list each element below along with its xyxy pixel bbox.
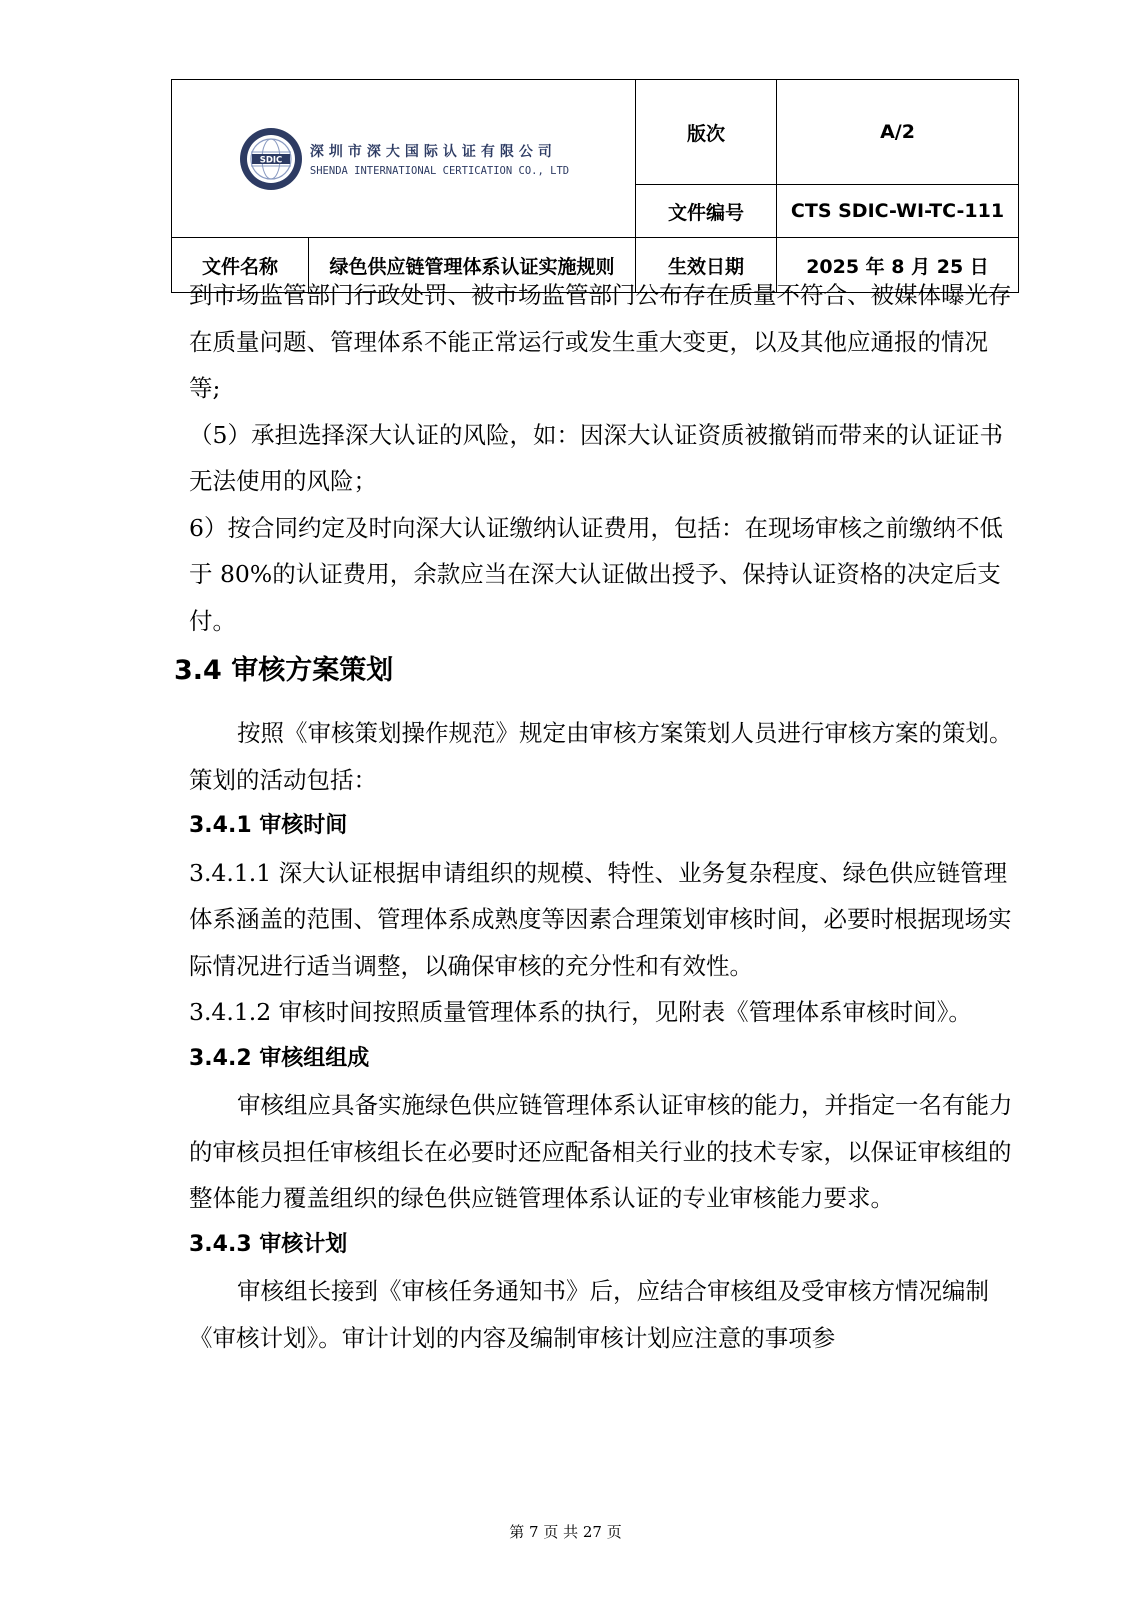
company-name-en: SHENDA INTERNATIONAL CERTICATION CO., LTD	[309, 164, 570, 177]
company-logo	[172, 126, 635, 192]
section-heading-3-4: 3.4 审核方案策划	[174, 655, 394, 686]
paragraph-audit-team: 审核组应具备实施绿色供应链管理体系认证审核的能力，并指定一名有能力的审核员担任审核组长在必要时还应配备相关行业的技术专家，以保证审核组的整体能力覆盖组织的绿色供应链管理体系认证的专业审核能力要求。	[189, 1091, 1013, 1212]
version-label: 版次	[636, 80, 777, 185]
doc-name-value: 绿色供应链管理体系认证实施规则	[309, 238, 636, 293]
effective-date-label: 生效日期	[636, 238, 777, 293]
document-header-table	[171, 79, 1019, 293]
subsection-heading-3-4-1: 3.4.1 审核时间	[189, 813, 348, 838]
doc-name-label: 文件名称	[172, 238, 309, 293]
paragraph-audit-plan: 审核组长接到《审核任务通知书》后，应结合审核组及受审核方情况编制《审核计划》。审计计划的内容及编制审核计划应注意的事项参	[189, 1277, 989, 1352]
paragraph-fee-obligation: 6）按合同约定及时向深大认证缴纳认证费用，包括：在现场审核之前缴纳不低于 80%的认证费用，余款应当在深大认证做出授予、保持认证资格的决定后支付。	[189, 513, 1003, 635]
paragraph-3-4-1-1: 3.4.1.1 深大认证根据申请组织的规模、特性、业务复杂程度、绿色供应链管理体系涵盖的范围、管理体系成熟度等因素合理策划审核时间，必要时根据现场实际情况进行适当调整，以确保审核的充分性和有效性。	[189, 858, 1012, 980]
document-body	[174, 272, 1019, 1361]
paragraph-risk-obligation: （5）承担选择深大认证的风险，如：因深大认证资质被撤销而带来的认证证书无法使用的风险；	[189, 420, 1003, 495]
effective-date-value: 2025 年 8 月 25 日	[777, 238, 1019, 293]
doc-number-label: 文件编号	[636, 185, 777, 238]
paragraph-audit-planning: 按照《审核策划操作规范》规定由审核方案策划人员进行审核方案的策划。策划的活动包括：	[189, 719, 1013, 794]
version-value: A/2	[777, 80, 1019, 185]
paragraph-obligations-continued: 到市场监管部门行政处罚、被市场监管部门公布存在质量不符合、被媒体曝光存在质量问题、管理体系不能正常运行或发生重大变更，以及其他应通报的情况等;	[189, 281, 1012, 402]
subsection-heading-3-4-2: 3.4.2 审核组组成	[189, 1045, 370, 1071]
company-seal-icon	[238, 126, 304, 192]
company-name-cn: 深圳市深大国际认证有限公司	[309, 143, 557, 160]
page-number: 第 7 页 共 27 页	[509, 1523, 622, 1541]
subsection-heading-3-4-3: 3.4.3 审核计划	[189, 1231, 348, 1257]
paragraph-3-4-1-2: 3.4.1.2 审核时间按照质量管理体系的执行，见附表《管理体系审核时间》。	[189, 998, 972, 1026]
doc-number-value: CTS SDIC-WI-TC-111	[777, 185, 1019, 238]
company-logo-cell	[172, 80, 636, 238]
logo-badge-text: SDIC	[259, 155, 283, 165]
